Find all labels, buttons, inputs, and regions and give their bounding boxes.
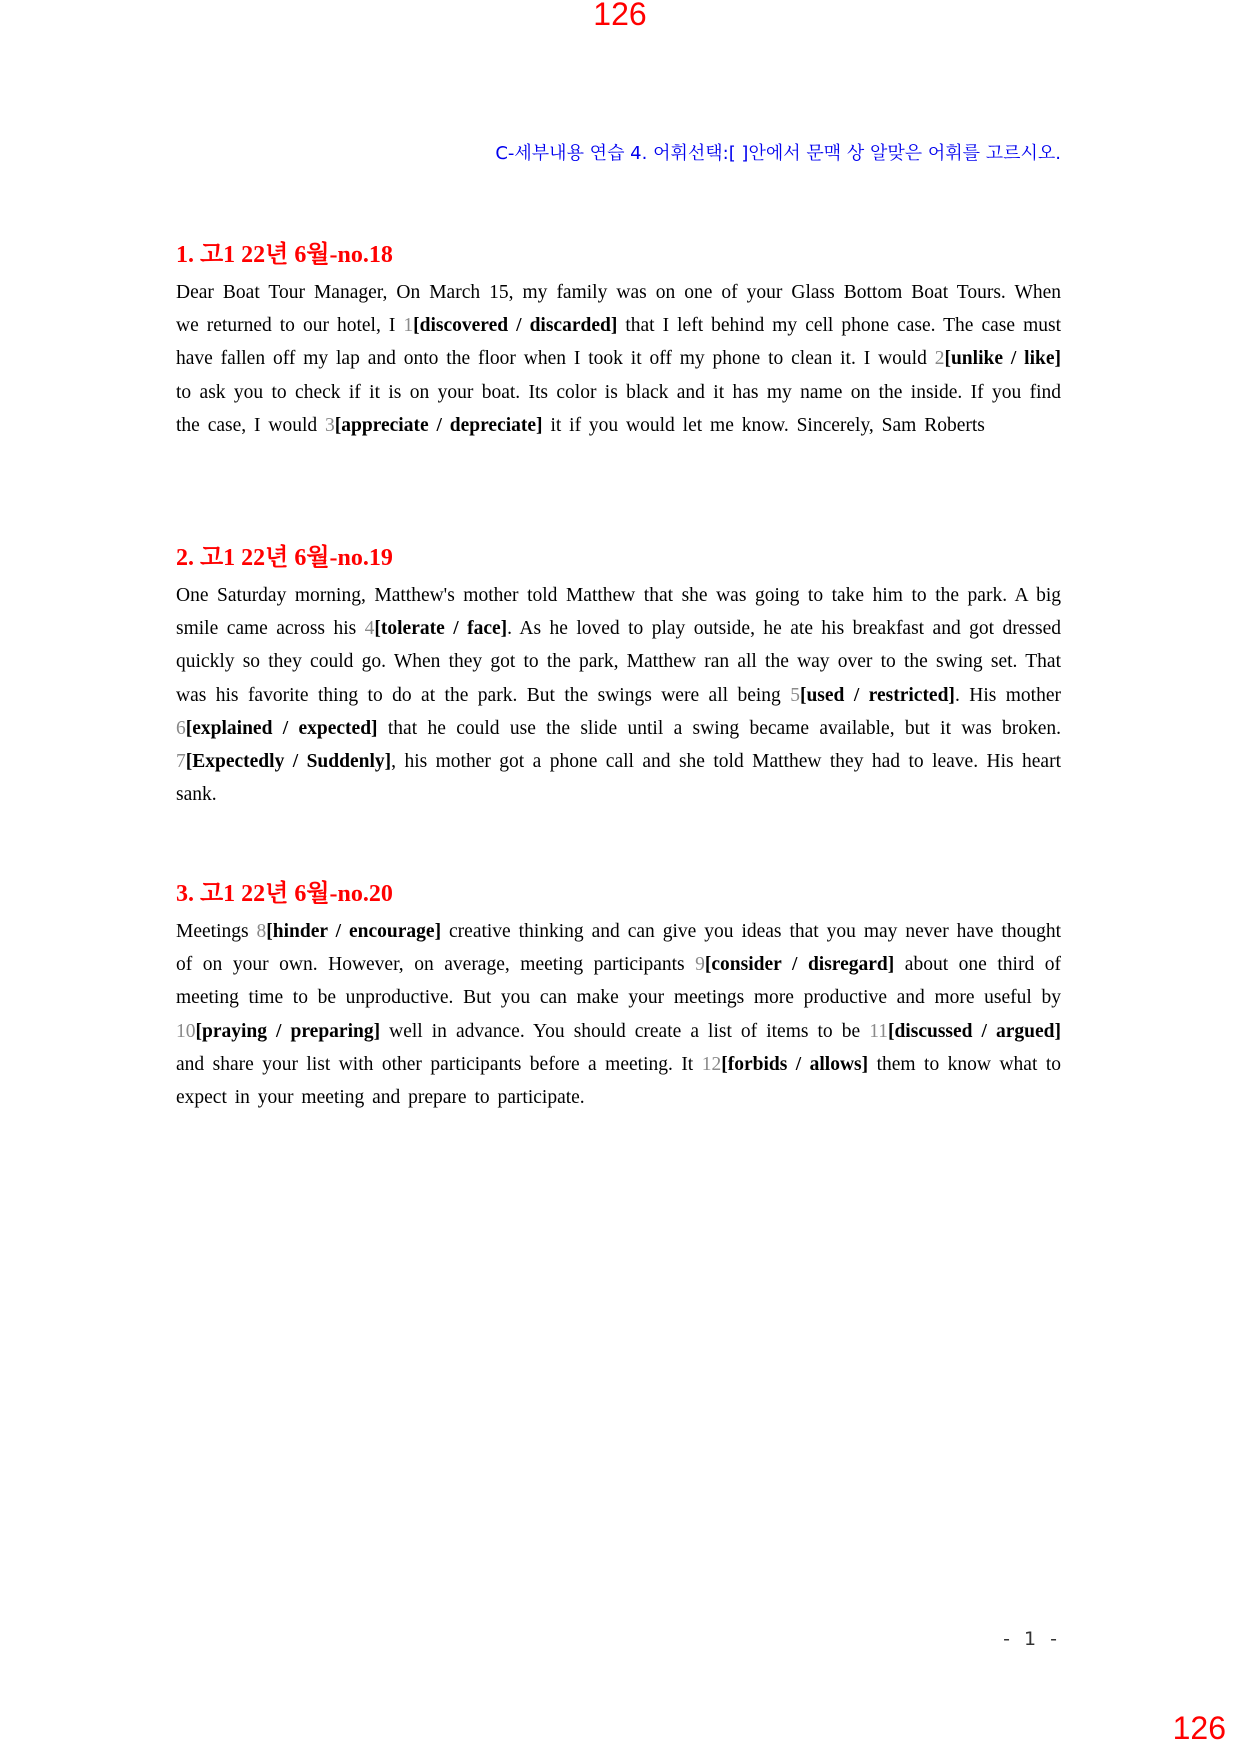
passage-text: Meetings [176,921,257,942]
exercise-instruction: C-세부내용 연습 4. 어휘선택:[ ]안에서 문맥 상 알맞은 어휘를 고르시오. [495,143,1061,164]
blank-number: 2 [934,348,945,370]
word-choice: [discussed / argued] [887,1020,1061,1042]
section-1 [176,240,1061,442]
passage-text: , his mother got a phone call and she told Matthew they had to leave. His heart sank. [176,751,1061,806]
blank-number: 3 [325,414,335,436]
word-choice: [used / restricted] [799,684,955,706]
passage-text: them to know what to expect in your meeting and prepare to participate. [176,1053,1061,1109]
blank-number: 12 [701,1053,722,1075]
word-choice: [praying / preparing] [195,1020,381,1042]
section-2 [176,543,1061,811]
section-title: 1. 고1 22년 6월-no.18 [176,242,393,268]
blank-number: 4 [364,618,375,640]
section-title: 2. 고1 22년 6월-no.19 [176,545,393,571]
blank-number: 5 [790,684,800,706]
word-choice: [hinder / encourage] [266,921,442,942]
passage-text: creative thinking and can give you ideas that you may never have thought of on your own. However, on average, meeting participants [176,921,1061,976]
passage-text: to ask you to check if it is on your boat. Its color is black and it has my name on the inside. If you find the case, I would [176,381,1061,436]
blank-number: 8 [256,921,267,942]
word-choice: [consider / disregard] [704,954,895,976]
word-choice: [forbids / allows] [721,1053,869,1075]
blank-number: 1 [403,315,414,337]
section-title: 3. 고1 22년 6월-no.20 [176,881,393,907]
passage-text: that I left behind my cell phone case. The case must have fallen off my lap and onto the floor when I took it off my phone to clean it. I would [176,315,1061,370]
footer-page-label: - 1 - [1003,1628,1061,1650]
passage-text: about one third of meeting time to be unproductive. But you can make your meetings more productive and more useful by [176,954,1061,1009]
bottom-page-number: 126 [1172,1710,1226,1746]
passage-text: Dear Boat Tour Manager, On March 15, my family was on one of your Glass Bottom Boat Tours. When we returned to our hotel, I [176,282,1061,337]
section-body [176,579,1061,811]
section-3 [176,879,1061,1114]
blank-number: 11 [869,1020,888,1042]
word-choice: [tolerate / face] [374,618,508,640]
word-choice: [discovered / discarded] [413,315,618,337]
passage-text: that he could use the slide until a swing became available, but it was broken. [377,717,1062,739]
blank-number: 10 [176,1020,196,1042]
passage-text: and share your list with other participants before a meeting. It [176,1053,702,1075]
top-page-number: 126 [593,0,647,32]
blank-number: 6 [176,717,186,739]
word-choice: [unlike / like] [944,348,1061,370]
blank-number: 9 [695,954,705,976]
passage-text: . As he loved to play outside, he ate his breakfast and got dressed quickly so they could go. When they got to the park, Matthew ran all the way over to the swing set. That was his favorite thing to do at the park. But the swings were all being [176,618,1061,706]
passage-text: it if you would let me know. Sincerely, Sam Roberts [542,414,985,436]
word-choice: [explained / expected] [185,717,378,739]
blank-number: 7 [176,751,186,773]
word-choice: [Expectedly / Suddenly] [185,751,392,773]
passage-text: One Saturday morning, Matthew's mother told Matthew that she was going to take him to the park. A big smile came across his [176,585,1061,640]
section-body [176,915,1061,1114]
passage-text: . His mother [954,684,1061,706]
section-body [176,276,1061,442]
passage-text: well in advance. You should create a list of items to be [380,1020,870,1042]
word-choice: [appreciate / depreciate] [334,414,543,436]
